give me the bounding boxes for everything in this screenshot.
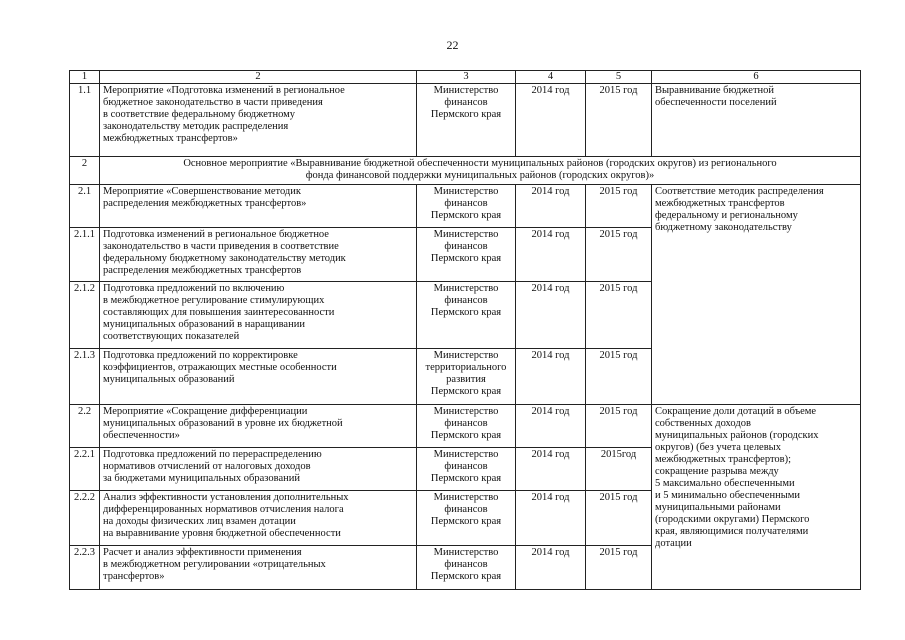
start-year: 2014 год xyxy=(516,84,586,157)
expected-result-merged: Сокращение доли дотаций в объеме собственных доходов муниципальных районов (городских округов) (без учета целевых межбюджетных трансфертов); сокращение разрыва между 5 максимально обеспеченными и 5 минимально обеспеченными муниципальными районами (городскими округами) Пермского края, являющимися получателями дотации xyxy=(652,405,861,590)
end-year: 2015 год xyxy=(586,282,652,349)
row-number: 2.1 xyxy=(70,185,100,228)
executor: Министерство финансов Пермского края xyxy=(417,228,516,282)
row-number: 2 xyxy=(70,157,100,185)
end-year: 2015 год xyxy=(586,84,652,157)
table-header-row xyxy=(70,71,861,84)
expected-result: Выравнивание бюджетной обеспеченности поселений xyxy=(652,84,861,157)
row-number: 2.2.3 xyxy=(70,546,100,590)
start-year: 2014 год xyxy=(516,491,586,546)
page-number: 22 xyxy=(446,38,459,52)
event-description: Анализ эффективности установления дополнительных дифференцированных нормативов отчисления налога на доходы физических лиц взамен дотации на выравнивание уровня бюджетной обеспеченности xyxy=(100,491,417,546)
executor: Министерство финансов Пермского края xyxy=(417,546,516,590)
header-cell: 5 xyxy=(586,71,652,84)
table-row xyxy=(70,185,861,228)
start-year: 2014 год xyxy=(516,349,586,405)
executor: Министерство финансов Пермского края xyxy=(417,448,516,491)
header-cell: 6 xyxy=(652,71,861,84)
table-row xyxy=(70,84,861,157)
end-year: 2015 год xyxy=(586,546,652,590)
end-year: 2015год xyxy=(586,448,652,491)
activities-table xyxy=(69,70,861,590)
event-description: Подготовка изменений в региональное бюджетное законодательство в части приведения в соответствие федеральному бюджетному законодательству методик распределения межбюджетных трансфертов xyxy=(100,228,417,282)
table-row xyxy=(70,405,861,448)
header-cell: 2 xyxy=(100,71,417,84)
header-cell: 1 xyxy=(70,71,100,84)
event-description: Мероприятие «Совершенствование методик распределения межбюджетных трансфертов» xyxy=(100,185,417,228)
row-number: 2.1.3 xyxy=(70,349,100,405)
executor: Министерство финансов Пермского края xyxy=(417,491,516,546)
event-description: Мероприятие «Подготовка изменений в региональное бюджетное законодательство в части приведения в соответствие федеральному бюджетному законодательству методик распределения межбюджетных трансфертов» xyxy=(100,84,417,157)
row-number: 2.1.1 xyxy=(70,228,100,282)
end-year: 2015 год xyxy=(586,491,652,546)
executor: Министерство финансов Пермского края xyxy=(417,282,516,349)
event-description: Подготовка предложений по корректировке коэффициентов, отражающих местные особенности муниципальных образований xyxy=(100,349,417,405)
event-description: Мероприятие «Сокращение дифференциации муниципальных образований в уровне их бюджетной обеспеченности» xyxy=(100,405,417,448)
section-row xyxy=(70,157,861,185)
executor: Министерство финансов Пермского края xyxy=(417,185,516,228)
section-title: Основное мероприятие «Выравнивание бюджетной обеспеченности муниципальных районов (городских округов) из регионального фонда финансовой поддержки муниципальных районов (городских округов)» xyxy=(100,157,861,185)
end-year: 2015 год xyxy=(586,405,652,448)
row-number: 1.1 xyxy=(70,84,100,157)
header-cell: 4 xyxy=(516,71,586,84)
start-year: 2014 год xyxy=(516,405,586,448)
end-year: 2015 год xyxy=(586,349,652,405)
event-description: Подготовка предложений по включению в межбюджетное регулирование стимулирующих составляющих для повышения заинтересованности муниципальных образований в наращивании соответствующих показателей xyxy=(100,282,417,349)
row-number: 2.2 xyxy=(70,405,100,448)
event-description: Расчет и анализ эффективности применения в межбюджетном регулировании «отрицательных трансфертов» xyxy=(100,546,417,590)
end-year: 2015 год xyxy=(586,228,652,282)
event-description: Подготовка предложений по перераспределению нормативов отчислений от налоговых доходов за бюджетами муниципальных образований xyxy=(100,448,417,491)
start-year: 2014 год xyxy=(516,448,586,491)
row-number: 2.2.1 xyxy=(70,448,100,491)
row-number: 2.1.2 xyxy=(70,282,100,349)
executor: Министерство финансов Пермского края xyxy=(417,405,516,448)
end-year: 2015 год xyxy=(586,185,652,228)
executor: Министерство территориального развития Пермского края xyxy=(417,349,516,405)
start-year: 2014 год xyxy=(516,228,586,282)
start-year: 2014 год xyxy=(516,282,586,349)
executor: Министерство финансов Пермского края xyxy=(417,84,516,157)
start-year: 2014 год xyxy=(516,546,586,590)
header-cell: 3 xyxy=(417,71,516,84)
start-year: 2014 год xyxy=(516,185,586,228)
expected-result-merged: Соответствие методик распределения межбюджетных трансфертов федеральному и региональному бюджетному законодательству xyxy=(652,185,861,405)
row-number: 2.2.2 xyxy=(70,491,100,546)
